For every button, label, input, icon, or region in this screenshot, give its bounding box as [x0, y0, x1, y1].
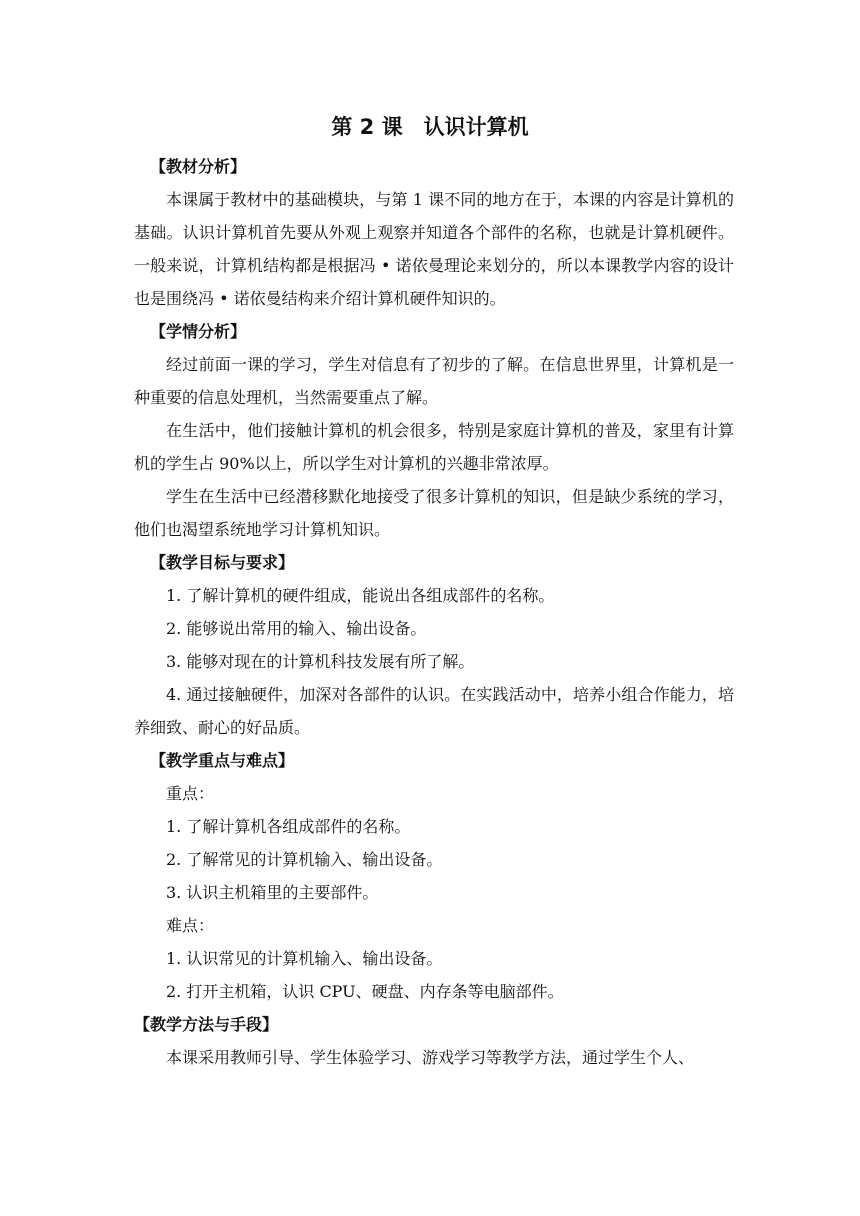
paragraph: 本课属于教材中的基础模块，与第 1 课不同的地方在于，本课的内容是计算机的基础。认识计算机首先要从外观上观察并知道各个部件的名称，也就是计算机硬件。一般来说，计算机结构都是根据冯 • 诺依曼理论来划分的，所以本课教学内容的设计也是围绕冯 • 诺依曼结构来介绍计算机硬件知识的。	[134, 190, 734, 308]
list-item: 3. 认识主机箱里的主要部件。	[166, 883, 379, 902]
list-item: 2. 了解常见的计算机输入、输出设备。	[166, 850, 443, 869]
list-item: 2. 打开主机箱，认识 CPU、硬盘、内存条等电脑部件。	[166, 982, 564, 1001]
key-label: 重点：	[166, 784, 215, 803]
list-item: 2. 能够说出常用的输入、输出设备。	[166, 619, 427, 638]
list-item: 1. 认识常见的计算机输入、输出设备。	[166, 949, 443, 968]
list-item: 1. 了解计算机各组成部件的名称。	[166, 817, 411, 836]
page-title: 第 2 课 认识计算机	[331, 115, 529, 139]
list-item: 3. 能够对现在的计算机科技发展有所了解。	[166, 652, 475, 671]
list-item: 1. 了解计算机的硬件组成，能说出各组成部件的名称。	[166, 586, 555, 605]
section-heading-goals: 【教学目标与要求】	[150, 553, 295, 572]
paragraph: 在生活中，他们接触计算机的机会很多，特别是家庭计算机的普及，家里有计算机的学生占 90%以上，所以学生对计算机的兴趣非常浓厚。	[134, 421, 734, 473]
document-body	[134, 150, 734, 1074]
paragraph: 经过前面一课的学习，学生对信息有了初步的了解。在信息世界里，计算机是一种重要的信息处理机，当然需要重点了解。	[134, 355, 734, 407]
section-heading-methods: 【教学方法与手段】	[134, 1015, 279, 1034]
difficult-label: 难点：	[166, 916, 215, 935]
section-heading-students: 【学情分析】	[150, 322, 247, 341]
paragraph: 本课采用教师引导、学生体验学习、游戏学习等教学方法，通过学生个人、	[166, 1048, 695, 1067]
section-heading-keypoints: 【教学重点与难点】	[150, 751, 295, 770]
list-item: 4. 通过接触硬件，加深对各部件的认识。在实践活动中，培养小组合作能力，培养细致、耐心的好品质。	[134, 685, 734, 737]
section-heading-material: 【教材分析】	[150, 157, 247, 176]
paragraph: 学生在生活中已经潜移默化地接受了很多计算机的知识，但是缺少系统的学习，他们也渴望系统地学习计算机知识。	[134, 487, 734, 539]
